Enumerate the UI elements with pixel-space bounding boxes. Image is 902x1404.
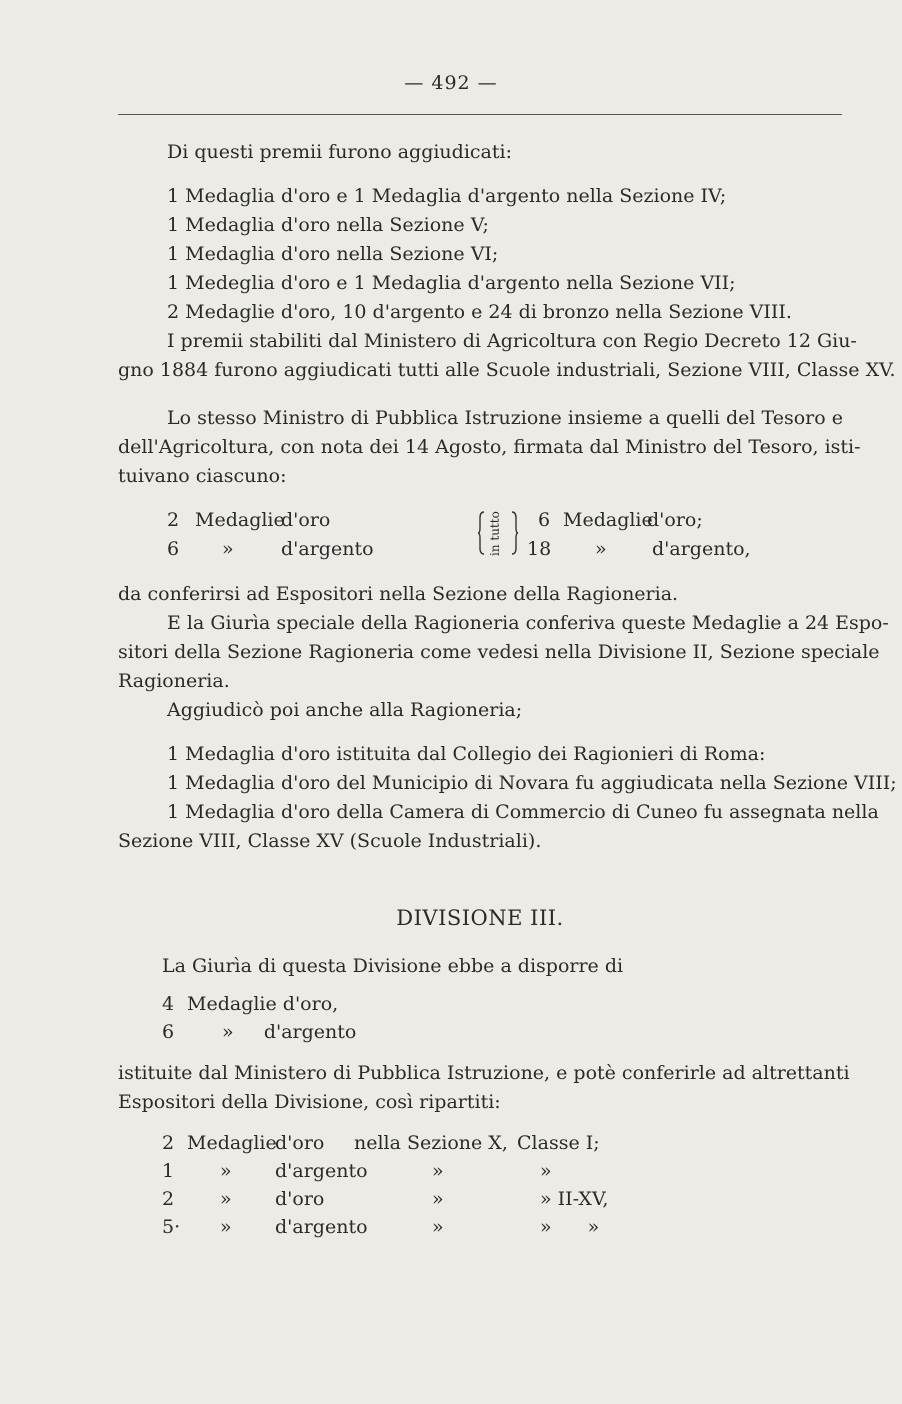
paragraph-line: tuivano ciascuno: (118, 465, 287, 487)
paragraph-line: da conferirsi ad Espositori nella Sezione della Ragioneria. (118, 583, 679, 605)
dist-count: 5· (162, 1216, 181, 1238)
dist-metal: d'oro (275, 1132, 325, 1154)
medal-count: 6 (538, 509, 551, 531)
medal-count: 4 (162, 993, 175, 1015)
paragraph-line: Lo stesso Ministro di Pubblica Istruzione insieme a quelli del Tesoro e (167, 407, 843, 429)
medal-metal: d'argento, (652, 538, 751, 560)
award-line: 1 Medaglia d'oro della Camera di Commercio di Cuneo fu assegnata nella (167, 801, 879, 823)
dist-count: 2 (162, 1188, 175, 1210)
ditto-mark: » (432, 1216, 444, 1238)
dist-metal: d'argento (275, 1160, 368, 1182)
paragraph-line: Ragioneria. (118, 670, 230, 692)
ditto-mark: » (222, 538, 234, 560)
award-line: 1 Medeglia d'oro e 1 Medaglia d'argento nella Sezione VII; (167, 272, 736, 294)
paragraph-line: sitori della Sezione Ragioneria come vedesi nella Divisione II, Sezione speciale (118, 641, 880, 663)
paragraph-line: Aggiudicò poi anche alla Ragioneria; (167, 699, 523, 721)
dist-sezione: nella Sezione X, (354, 1132, 508, 1154)
dist-classe: » II-XV, (540, 1188, 609, 1210)
ditto-mark: » (220, 1160, 232, 1182)
division-title: DIVISIONE III. (396, 906, 564, 930)
award-line: 1 Medaglia d'oro nella Sezione V; (167, 214, 489, 236)
medal-text: » d'argento (222, 1021, 357, 1043)
page-number: — 492 — (404, 72, 498, 94)
paragraph-line: gno 1884 furono aggiudicati tutti alle Scuole industriali, Sezione VIII, Classe XV. (118, 359, 896, 381)
paragraph-line: istituite dal Ministero di Pubblica Istruzione, e potè conferirle ad altrettanti (118, 1062, 850, 1084)
award-line: 1 Medaglia d'oro del Municipio di Novara fu aggiudicata nella Sezione VIII; (167, 772, 897, 794)
medal-count: 18 (527, 538, 552, 560)
award-line: 1 Medaglia d'oro nella Sezione VI; (167, 243, 499, 265)
ditto-mark: » (220, 1216, 232, 1238)
medal-count: 2 (167, 509, 180, 531)
paragraph-line: Espositori della Divisione, così ripartiti: (118, 1091, 501, 1113)
medal-count: 6 (162, 1021, 175, 1043)
ditto-mark: » » (540, 1216, 600, 1238)
ditto-mark: » (432, 1160, 444, 1182)
award-line: 1 Medaglia d'oro e 1 Medaglia d'argento nella Sezione IV; (167, 185, 727, 207)
ditto-mark: » (595, 538, 607, 560)
dist-metal: d'argento (275, 1216, 368, 1238)
in-tutto-label: in tutto (488, 511, 502, 557)
paragraph-line: I premii stabiliti dal Ministero di Agricoltura con Regio Decreto 12 Giu- (167, 330, 857, 352)
award-line: Sezione VIII, Classe XV (Scuole Industriali). (118, 830, 542, 852)
header-rule (118, 114, 842, 115)
dist-kind: Medaglie (187, 1132, 277, 1154)
ditto-mark: » (540, 1160, 552, 1182)
medal-text: Medaglie d'oro, (187, 993, 339, 1015)
paragraph-line: dell'Agricoltura, con nota dei 14 Agosto, firmata dal Ministro del Tesoro, isti- (118, 436, 861, 458)
dist-metal: d'oro (275, 1188, 325, 1210)
paragraph-line: E la Giurìa speciale della Ragioneria conferiva queste Medaglie a 24 Espo- (167, 612, 889, 634)
dist-count: 2 (162, 1132, 175, 1154)
medal-metal: d'argento (281, 538, 374, 560)
medal-metal: d'oro; (647, 509, 703, 531)
division-intro: La Giurìa di questa Divisione ebbe a disporre di (162, 955, 624, 977)
ditto-mark: » (432, 1188, 444, 1210)
medal-kind: Medaglie (563, 509, 653, 531)
dist-classe: Classe I; (517, 1132, 600, 1154)
dist-count: 1 (162, 1160, 175, 1182)
ditto-mark: » (220, 1188, 232, 1210)
medal-kind: Medaglie (195, 509, 285, 531)
medal-count: 6 (167, 538, 180, 560)
award-line: 2 Medaglie d'oro, 10 d'argento e 24 di bronzo nella Sezione VIII. (167, 301, 792, 323)
medal-metal: d'oro (281, 509, 331, 531)
intro-text: Di questi premii furono aggiudicati: (167, 141, 512, 163)
award-line: 1 Medaglia d'oro istituita dal Collegio dei Ragionieri di Roma: (167, 743, 766, 765)
